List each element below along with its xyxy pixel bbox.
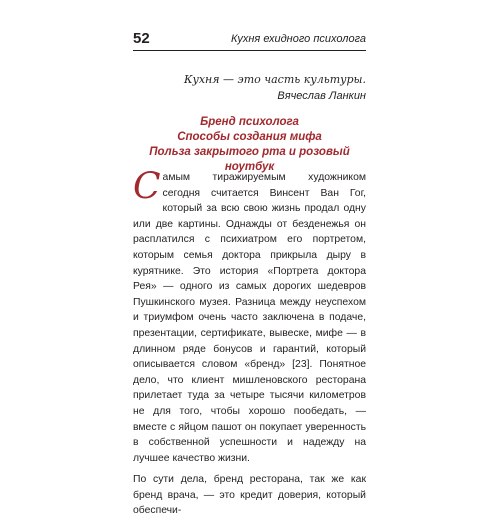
body-text [133, 166, 366, 519]
epigraph-author: Вячеслав Ланкин [277, 90, 366, 102]
running-head [133, 30, 366, 51]
section-title-2: Способы создания мифа [177, 131, 322, 143]
epigraph [166, 72, 366, 104]
epigraph-quote: Кухня — это часть культуры. [183, 73, 366, 86]
section-titles [133, 115, 366, 175]
paragraph-1 [133, 166, 366, 466]
section-title-3: Польза закрытого рта и розовый ноутбук [149, 146, 350, 173]
drop-cap: С [133, 166, 161, 207]
paragraph-1-text: амым тиражируемым художником сегодня считается Винсент Ван Гог, который за всю свою жизнь продал одну или две картины. Однажды от безденежья он расплатился с психиатром его портретом, которым семья доктора прикрыла дыру в курятнике. Это история «Портрета доктора Рея» — одного из самых дорогих шедевров Пушкинского музея. Разница между неуспехом и триумфом очень часто заключена в подаче, презентации, сертификате, вывеске, мифе — в длинном ряде бонусов и гарантий, который описывается словом «бренд» [23]. Понятное дело, что клиент мишленовского ресторана прилетает туда за четыре тысячи километров не для того, чтобы хорошо пообедать, — вместе с яйцом пашот он покупает уверенность в собственной успешности и надежду на лучшее качество жизни. [133, 172, 366, 464]
page-number: 52 [133, 30, 150, 47]
paragraph-2: По сути дела, бренд ресторана, так же как бренд врача, — это кредит доверия, который обеспечи- [133, 474, 366, 517]
book-title: Кухня ехидного психолога [231, 33, 366, 45]
section-title-1: Бренд психолога [200, 116, 299, 128]
